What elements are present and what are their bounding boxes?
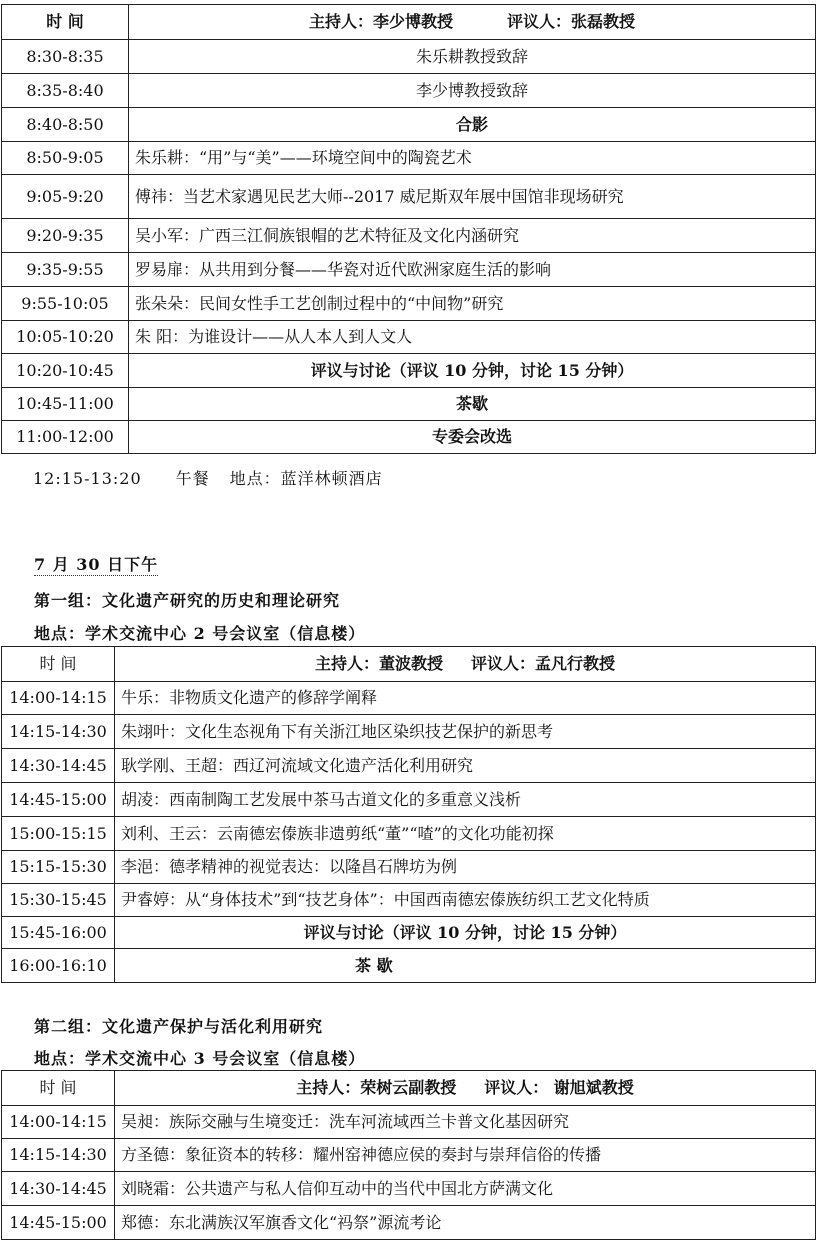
row-time: 8:30-8:35: [2, 40, 129, 74]
group2-title: 第二组：文化遗产保护与活化利用研究: [34, 1017, 324, 1036]
lunch-time: 12:15-13:20: [33, 469, 142, 488]
table-row: [2, 715, 816, 749]
row-content: 吴昶：族际交融与生境变迁：洗车河流域西兰卡普文化基因研究: [115, 1106, 816, 1139]
row-time: 16:00-16:10: [2, 949, 115, 983]
row-content: 刘晓霜：公共遗产与私人信仰互动中的当代中国北方萨满文化: [115, 1172, 816, 1206]
row-content: 耿学刚、王超：西辽河流域文化遗产活化利用研究: [115, 749, 816, 783]
row-content: 方圣德：象征资本的转移：耀州窑神德应侯的奏封与崇拜信俗的传播: [115, 1139, 816, 1172]
row-time: 8:50-9:05: [2, 142, 129, 175]
row-time: 15:30-15:45: [2, 884, 115, 917]
row-content: 专委会改选: [129, 421, 816, 454]
row-time: 15:15-15:30: [2, 851, 115, 884]
row-time: 10:20-10:45: [2, 354, 129, 388]
table-row: [2, 287, 816, 321]
lunch-label: 午餐: [175, 469, 210, 488]
time-header: 时 间: [2, 5, 129, 40]
row-time: 14:15-14:30: [2, 715, 115, 749]
row-time: 8:40-8:50: [2, 108, 129, 142]
table-row: [2, 219, 816, 253]
row-content: 刘利、王云：云南德宏傣族非遗剪纸“董”“喳”的文化功能初探: [115, 817, 816, 851]
row-time: 14:30-14:45: [2, 749, 115, 783]
row-time: 15:45-16:00: [2, 917, 115, 949]
table-row: [2, 1139, 816, 1172]
row-time: 14:15-14:30: [2, 1139, 115, 1172]
row-time: 14:30-14:45: [2, 1172, 115, 1206]
table-row: [2, 749, 816, 783]
reviewer-label: 评议人：张磊教授: [507, 12, 636, 32]
table-row: [2, 175, 816, 219]
row-content: 傅祎：当艺术家遇见民艺大师--2017 威尼斯双年展中国馆非现场研究: [129, 175, 816, 219]
table-row: [2, 253, 816, 287]
table-row: [2, 354, 816, 388]
table-row: [2, 74, 816, 108]
table-row: [2, 917, 816, 949]
row-content: 评议与讨论（评议 10 分钟，讨论 15 分钟）: [115, 917, 816, 949]
row-content: 朱翊叶：文化生态视角下有关浙江地区染织技艺保护的新思考: [115, 715, 816, 749]
time-header: 时 间: [2, 1071, 115, 1106]
table-row: [2, 783, 816, 817]
table-row: [2, 817, 816, 851]
table-row: [2, 40, 816, 74]
host-reviewer-header: [115, 647, 816, 682]
host-reviewer-header: [129, 5, 816, 40]
row-content: 胡凌：西南制陶工艺发展中茶马古道文化的多重意义浅析: [115, 783, 816, 817]
table-row: [2, 321, 816, 354]
row-content: 朱 阳：为谁设计——从人本人到人文人: [129, 321, 816, 354]
table-header-row: [2, 5, 816, 40]
row-content: 牛乐：非物质文化遗产的修辞学阐释: [115, 682, 816, 715]
table-row: [2, 108, 816, 142]
host-label: 主持人：荣树云副教授: [296, 1078, 457, 1098]
row-time: 8:35-8:40: [2, 74, 129, 108]
row-content: 朱乐耕教授致辞: [129, 40, 816, 74]
row-content: 李少博教授致辞: [129, 74, 816, 108]
group2-venue: 地点：学术交流中心 3 号会议室（信息楼）: [34, 1049, 366, 1068]
row-content: 罗易扉：从共用到分餐——华瓷对近代欧洲家庭生活的影响: [129, 253, 816, 287]
reviewer-label: 评议人： 谢旭斌教授: [484, 1078, 634, 1098]
table-row: [2, 1106, 816, 1139]
row-time: 14:45-15:00: [2, 1206, 115, 1240]
row-content: 李浥：德孝精神的视觉表达：以隆昌石牌坊为例: [115, 851, 816, 884]
host-label: 主持人：李少博教授: [308, 12, 453, 32]
table-row: [2, 682, 816, 715]
row-time: 14:00-14:15: [2, 1106, 115, 1139]
row-time: 10:05-10:20: [2, 321, 129, 354]
row-time: 14:00-14:15: [2, 682, 115, 715]
row-content: 朱乐耕：“用”与“美”——环境空间中的陶瓷艺术: [129, 142, 816, 175]
time-header: 时 间: [2, 647, 115, 682]
table-row: [2, 1172, 816, 1206]
morning-schedule-table: [1, 4, 816, 454]
row-content: 吴小军：广西三江侗族银帽的艺术特征及文化内涵研究: [129, 219, 816, 253]
table-row: [2, 1206, 816, 1240]
row-content: 合影: [129, 108, 816, 142]
row-time: 9:35-9:55: [2, 253, 129, 287]
lunch-venue: 地点：蓝洋林顿酒店: [229, 469, 383, 488]
group2-schedule-table: [1, 1070, 816, 1240]
row-time: 9:20-9:35: [2, 219, 129, 253]
group1-title: 第一组：文化遗产研究的历史和理论研究: [34, 591, 341, 610]
row-content: 尹睿婷：从“身体技术”到“技艺身体”：中国西南德宏傣族纺织工艺文化特质: [115, 884, 816, 917]
table-row: [2, 388, 816, 421]
table-row: [2, 421, 816, 454]
lunch-line: [33, 466, 383, 489]
host-reviewer-header: [115, 1071, 816, 1106]
table-row: [2, 851, 816, 884]
group1-schedule-table: [1, 646, 816, 983]
table-header-row: [2, 647, 816, 682]
table-row: [2, 949, 816, 983]
row-time: 9:55-10:05: [2, 287, 129, 321]
table-header-row: [2, 1071, 816, 1106]
row-time: 9:05-9:20: [2, 175, 129, 219]
row-time: 11:00-12:00: [2, 421, 129, 454]
row-content: 茶歇: [129, 388, 816, 421]
table-row: [2, 884, 816, 917]
row-time: 10:45-11:00: [2, 388, 129, 421]
afternoon-heading-text: 7 月 30 日下午: [34, 555, 159, 574]
row-content: 张朵朵：民间女性手工艺创制过程中的“中间物”研究: [129, 287, 816, 321]
row-content: 评议与讨论（评议 10 分钟，讨论 15 分钟）: [129, 354, 816, 388]
row-time: 15:00-15:15: [2, 817, 115, 851]
row-time: 14:45-15:00: [2, 783, 115, 817]
row-content: 茶 歇: [115, 949, 816, 983]
group1-venue: 地点：学术交流中心 2 号会议室（信息楼）: [34, 624, 366, 643]
reviewer-label: 评议人：孟凡行教授: [471, 654, 616, 674]
table-row: [2, 142, 816, 175]
row-content: 郑德：东北满族汉军旗香文化“祃祭”源流考论: [115, 1206, 816, 1240]
host-label: 主持人：董波教授: [314, 654, 443, 674]
afternoon-heading: [34, 552, 158, 575]
